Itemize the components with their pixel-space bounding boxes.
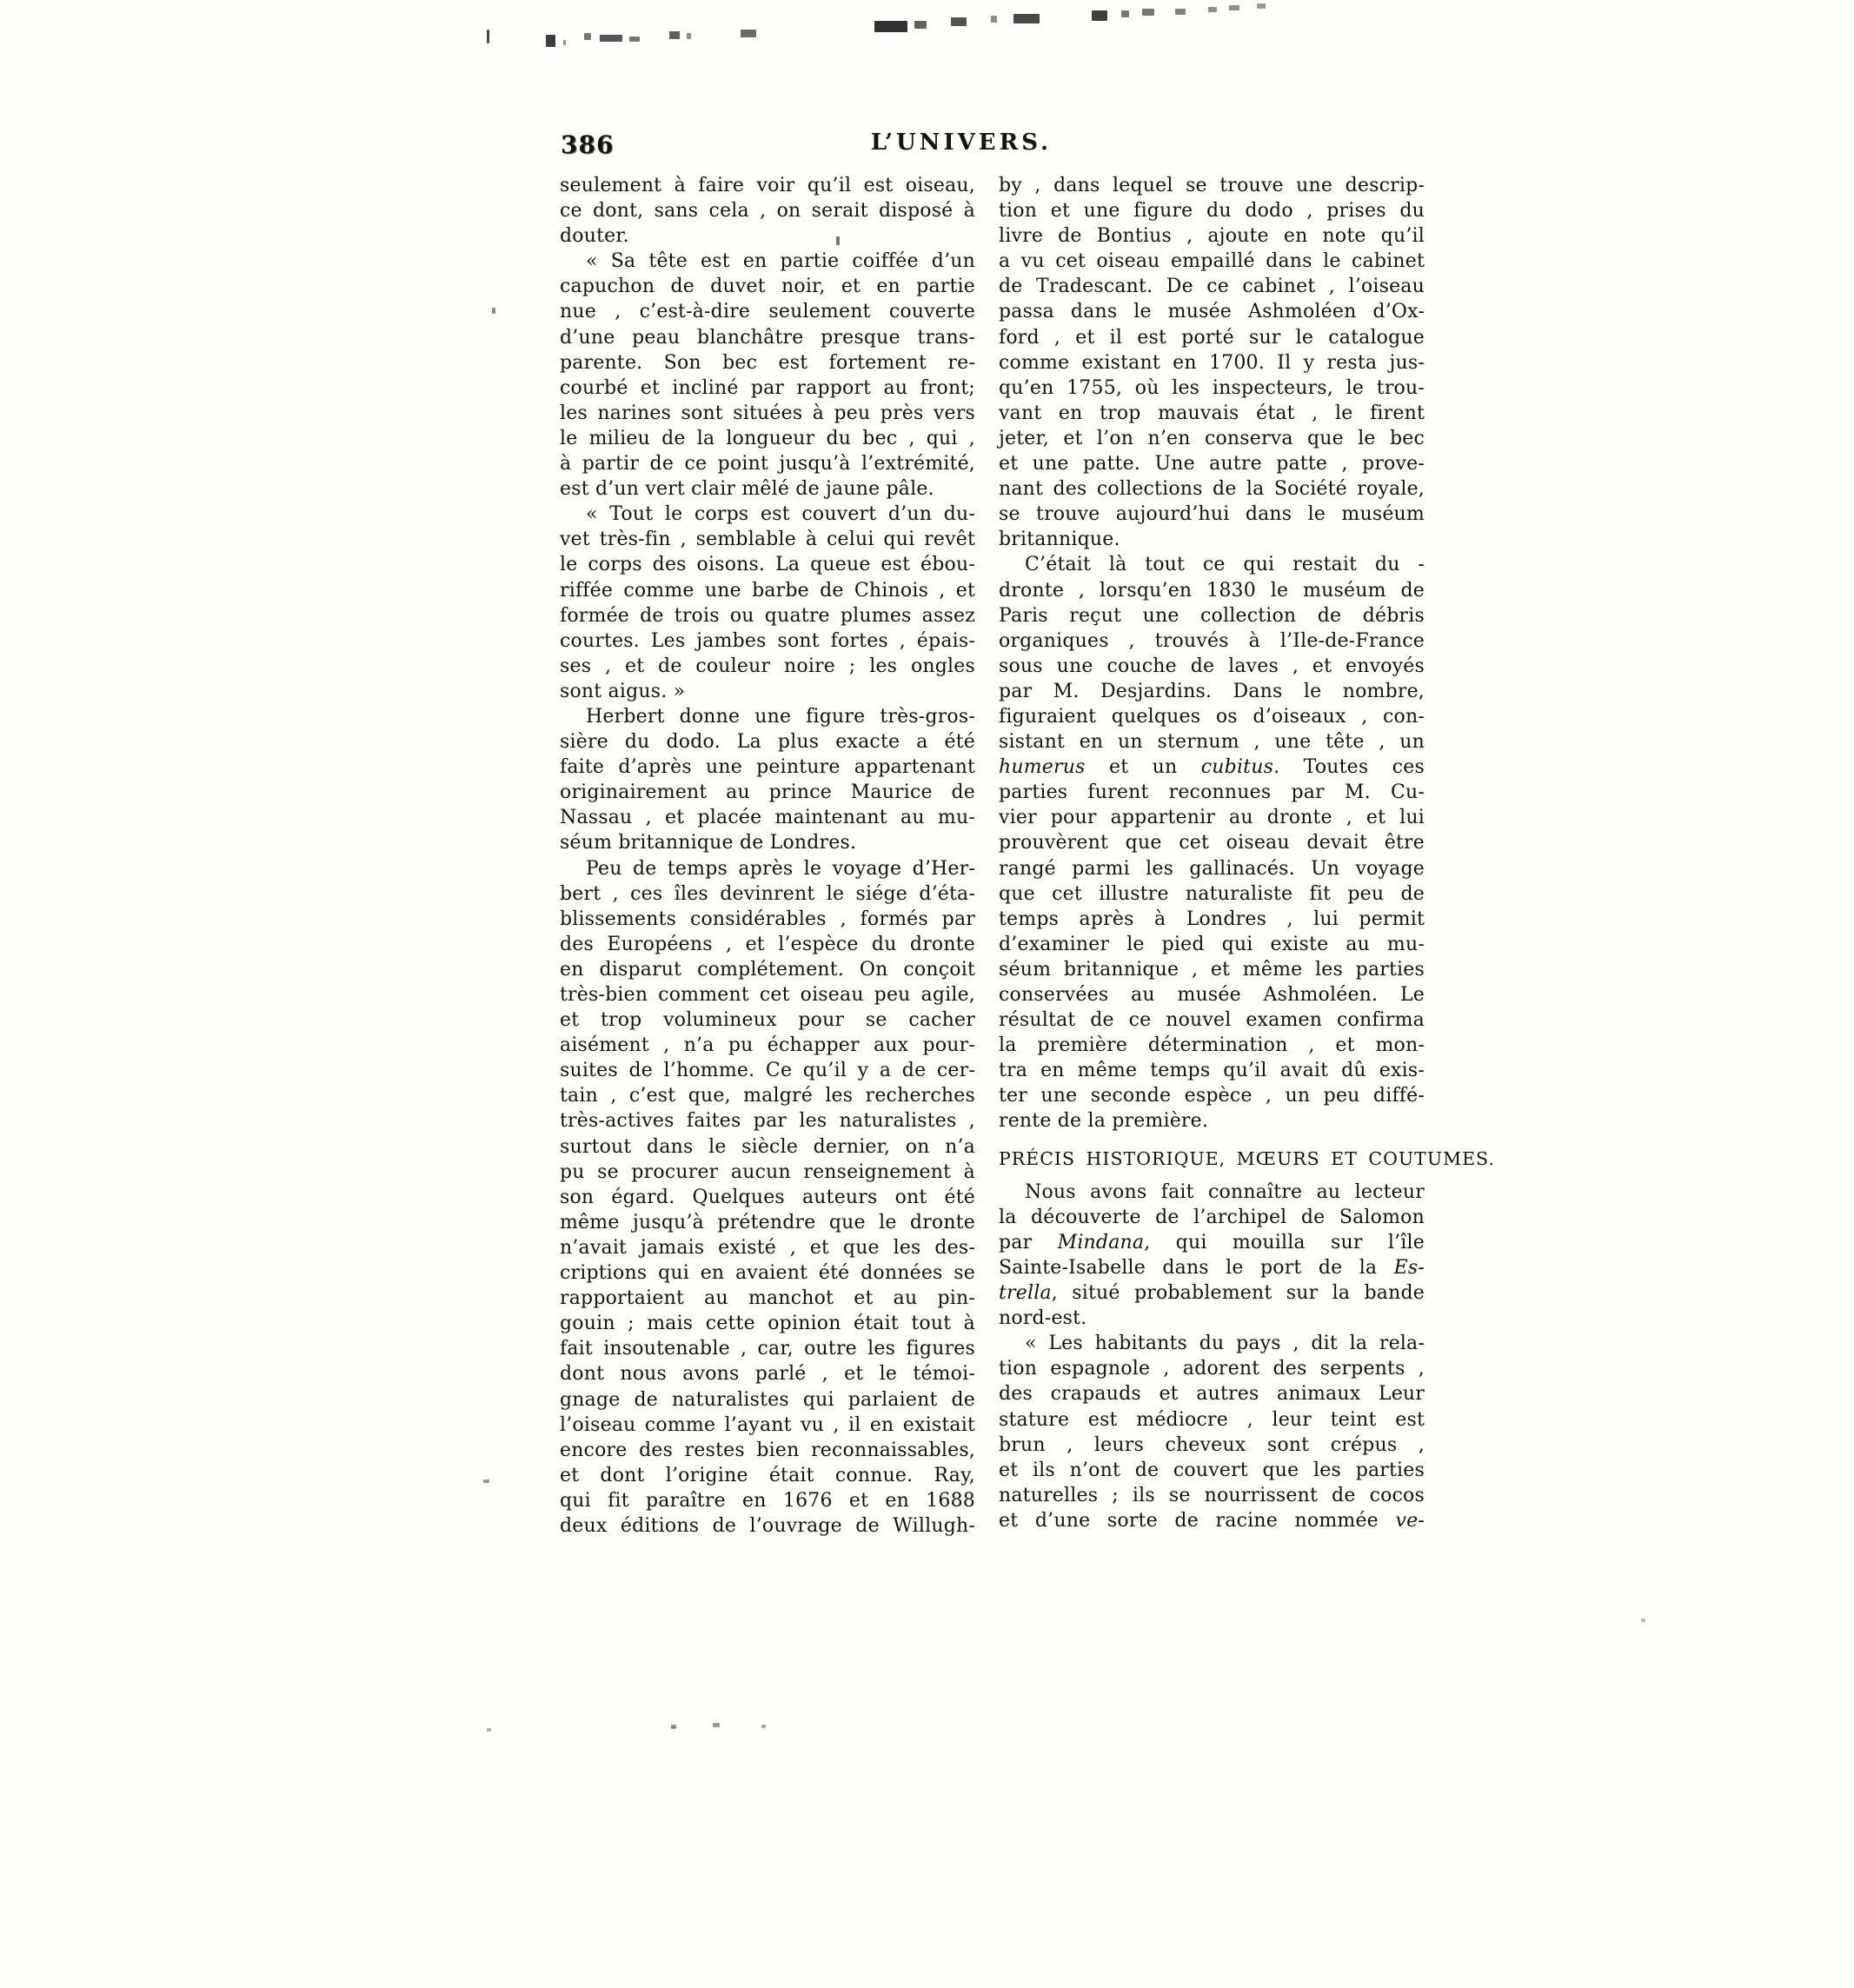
text-line: son égard. Quelques auteurs ont été (560, 1186, 975, 1208)
scan-artifact (1208, 7, 1217, 12)
text-line: by , dans lequel se trouve une descrip- (999, 175, 1425, 196)
text-line: et trop volumineux pour se cacher (560, 1009, 975, 1032)
scan-artifact (671, 1725, 676, 1729)
text-line: très-bien comment cet oiseau peu agile, (560, 984, 975, 1006)
text-line: sière du dodo. La plus exacte a été (560, 731, 975, 754)
text-line: et une patte. Une autre patte , prove- (999, 453, 1425, 475)
scan-artifact (761, 1725, 766, 1728)
text-line: n’avait jamais existé , et que les des- (560, 1236, 975, 1259)
text-line: « Sa tête est en partie coiffée d’un (586, 250, 975, 273)
text-line: livre de Bontius , ajoute en note qu’il (999, 225, 1425, 248)
text-line: prouvèrent que cet oiseau devait être (999, 832, 1425, 854)
text-line: sistant en un sternum , une tête , un (999, 731, 1425, 754)
text-line: des Européens , et l’espèce du dronte (560, 933, 975, 955)
text-line: et d’une sorte de racine nommée ve- (999, 1509, 1425, 1532)
text-line: temps après à Londres , lui permit (999, 908, 1425, 930)
text-line: douter. (560, 225, 629, 248)
text-line: suites de l’homme. Ce qu’il y a de cer- (560, 1060, 975, 1082)
scan-artifact (914, 21, 927, 29)
text-line: même jusqu’à prétendre que le dronte (560, 1211, 975, 1233)
scan-artifact (951, 17, 967, 26)
text-line: Sainte-Isabelle dans le port de la Es- (999, 1256, 1425, 1279)
text-line: ford , et il est porté sur le catalogue (999, 326, 1425, 349)
text-line: gnage de naturalistes qui parlaient de (560, 1388, 975, 1411)
text-line: que cet illustre naturaliste fit peu de (999, 882, 1425, 905)
scan-artifact (713, 1723, 720, 1727)
text-line: humerus et un cubitus. Toutes ces (999, 756, 1425, 779)
text-line: nord-est. (999, 1307, 1087, 1330)
text-line: tion et une figure du dodo , prises du (999, 200, 1425, 223)
scan-artifact (546, 35, 555, 47)
text-line: Paris reçut une collection de débris (999, 604, 1425, 627)
page-number: 386 (561, 130, 615, 159)
text-line: Nassau , et placée maintenant au mu- (560, 807, 975, 829)
scan-artifact (629, 37, 640, 42)
text-line: ce dont, sans cela , on serait disposé à (560, 200, 975, 223)
text-line: Peu de temps après le voyage d’Her- (586, 857, 975, 880)
text-line: C’était là tout ce qui restait du - (1025, 554, 1425, 576)
text-line: bert , ces îles devinrent le siége d’éta- (560, 882, 975, 905)
scan-artifact (1257, 3, 1266, 9)
text-line: faite d’après une peinture appartenant (560, 756, 975, 779)
text-line: la première détermination , et mon- (999, 1034, 1425, 1057)
text-line: figuraient quelques os d’oiseaux , con- (999, 705, 1425, 728)
text-line: l’oiseau comme l’ayant vu , il en existait (560, 1413, 975, 1436)
text-line: par Mindana, qui mouilla sur l’île (999, 1231, 1425, 1253)
text-line: ses , et de couleur noire ; les ongles (560, 655, 975, 677)
text-line: rente de la première. (999, 1110, 1209, 1133)
text-line: rapportaient au manchot et au pin- (560, 1287, 975, 1310)
text-line: vet très-fin , semblable à celui qui revêt (560, 529, 975, 551)
text-line: des crapauds et autres animaux Leur (999, 1383, 1425, 1406)
text-line: le corps des oisons. La queue est ébou- (560, 554, 975, 576)
scan-artifact (1121, 10, 1129, 17)
scan-artifact (874, 21, 907, 32)
text-line: comme existant en 1700. Il y resta jus- (999, 351, 1425, 374)
text-line: trella, situé probablement sur la bande (999, 1282, 1425, 1305)
text-line: d’examiner le pied qui existe au mu- (999, 933, 1425, 955)
text-line: la découverte de l’archipel de Salomon (999, 1206, 1425, 1228)
text-line: nue , c’est-à-dire seulement couverte (560, 301, 975, 323)
scan-artifact (584, 33, 591, 40)
text-line: séum britannique de Londres. (560, 832, 857, 854)
scan-artifact (600, 35, 622, 42)
text-line: à partir de ce point jusqu’à l’extrémité, (560, 453, 975, 475)
text-line: brun , leurs cheveux sont crépus , (999, 1433, 1425, 1456)
text-line: originairement au prince Maurice de (560, 781, 975, 804)
text-line: capuchon de duvet noir, et en partie (560, 276, 975, 298)
text-line: est d’un vert clair mêlé de jaune pâle. (560, 478, 934, 501)
text-line: sont aigus. » (560, 680, 686, 702)
text-line: parties furent reconnues par M. Cu- (999, 781, 1425, 804)
scan-artifact (1092, 10, 1107, 21)
text-line: résultat de ce nouvel examen confirma (999, 1009, 1425, 1032)
text-line: très-actives faites par les naturalistes , (560, 1110, 975, 1133)
text-line: parente. Son bec est fortement re- (560, 351, 975, 374)
text-line: tra en même temps qu’il avait dû exis- (999, 1060, 1425, 1082)
scan-artifact (492, 308, 495, 314)
text-line: tain , c’est que, malgré les recherches (560, 1085, 975, 1107)
text-line: formée de trois ou quatre plumes assez (560, 604, 975, 627)
text-line: gouin ; mais cette opinion était tout à (560, 1313, 975, 1335)
text-line: conservées au musée Ashmoléen. Le (999, 984, 1425, 1006)
text-line: de Tradescant. De ce cabinet , l’oiseau (999, 276, 1425, 298)
running-title: L’UNIVERS. (870, 130, 1053, 156)
text-line: sous une couche de laves , et envoyés (999, 655, 1425, 677)
text-line: le milieu de la longueur du bec , qui , (560, 427, 975, 449)
text-line: passa dans le musée Ashmoléen d’Ox- (999, 301, 1425, 323)
scan-artifact (1229, 5, 1239, 10)
scan-artifact (487, 1728, 491, 1732)
text-line: fait insoutenable , car, outre les figures (560, 1338, 975, 1360)
text-line: organiques , trouvés à l’Ile-de-France (999, 629, 1425, 652)
right-column (999, 173, 1495, 1533)
scan-artifact (1175, 9, 1186, 15)
text-line: Herbert donne une figure très-gros- (586, 705, 975, 728)
text-line: vier pour appartenir au dronte , et lui (999, 807, 1425, 829)
text-line: dronte , lorsqu’en 1830 le muséum de (999, 579, 1425, 602)
text-line: naturelles ; ils se nourrissent de cocos (999, 1484, 1425, 1506)
text-line: encore des restes bien reconnaissables, (560, 1439, 975, 1461)
scan-artifact (1013, 14, 1040, 23)
text-line: jeter, et l’on n’en conserva que le bec (999, 427, 1425, 449)
text-line: blissements considérables , formés par (560, 908, 975, 930)
text-line: a vu cet oiseau empaillé dans le cabinet (999, 250, 1425, 273)
text-line: dont nous avons parlé , et le témoi- (560, 1363, 975, 1386)
text-line: surtout dans le siècle dernier, on n’a (560, 1135, 975, 1158)
text-line: par M. Desjardins. Dans le nombre, (999, 680, 1425, 702)
scan-artifact (991, 16, 997, 23)
scan-artifact (563, 40, 566, 45)
text-line: et dont l’origine était connue. Ray, (560, 1464, 975, 1486)
text-line: riffée comme une barbe de Chinois , et (560, 579, 975, 602)
text-line: nant des collections de la Société royale, (999, 478, 1425, 501)
text-line: criptions qui en avaient été données se (560, 1262, 975, 1285)
scan-artifact (487, 30, 489, 43)
text-line: vant en trop mauvais état , le firent (999, 402, 1425, 424)
scan-artifact (741, 30, 756, 37)
scan-artifact (1142, 9, 1154, 16)
scan-artifact (687, 33, 691, 39)
text-line: britannique. (999, 529, 1120, 551)
section-heading: PRÉCIS HISTORIQUE, MŒURS ET COUTUMES. (999, 1147, 1495, 1169)
text-line: ter une seconde espèce , un peu diffé- (999, 1085, 1425, 1107)
left-column (560, 173, 975, 1539)
text-line: « Tout le corps est couvert d’un du- (586, 503, 975, 526)
scan-artifact (1641, 1619, 1645, 1622)
text-line: les narines sont situées à peu près vers (560, 402, 975, 424)
text-line: « Les habitants du pays , dit la rela- (1025, 1333, 1425, 1355)
text-line: en disparut complétement. On conçoit (560, 958, 975, 981)
text-line: stature est médiocre , leur teint est (999, 1408, 1425, 1431)
text-line: rangé parmi les gallinacés. Un voyage (999, 857, 1425, 880)
text-line: et ils n’ont de couvert que les parties (999, 1459, 1425, 1481)
text-line: tion espagnole , adorent des serpents , (999, 1358, 1425, 1380)
text-line: se trouve aujourd’hui dans le muséum (999, 503, 1425, 526)
text-line: qu’en 1755, où les inspecteurs, le trou- (999, 376, 1425, 399)
text-line: séum britannique , et même les parties (999, 958, 1425, 981)
text-line: qui fit paraître en 1676 et en 1688 (560, 1489, 975, 1512)
scan-artifact (483, 1479, 489, 1483)
text-line: courtes. Les jambes sont fortes , épais- (560, 629, 975, 652)
text-line: pu se procurer aucun renseignement à (560, 1160, 975, 1183)
text-line: aisément , n’a pu échapper aux pour- (560, 1034, 975, 1057)
text-line: d’une peau blanchâtre presque trans- (560, 326, 975, 349)
text-line: seulement à faire voir qu’il est oiseau, (560, 175, 975, 196)
text-line: courbé et incliné par rapport au front; (560, 376, 975, 399)
scan-artifact (669, 31, 680, 39)
text-line: Nous avons fait connaître au lecteur (1025, 1180, 1425, 1203)
text-line: deux éditions de l’ouvrage de Willugh- (560, 1514, 975, 1537)
